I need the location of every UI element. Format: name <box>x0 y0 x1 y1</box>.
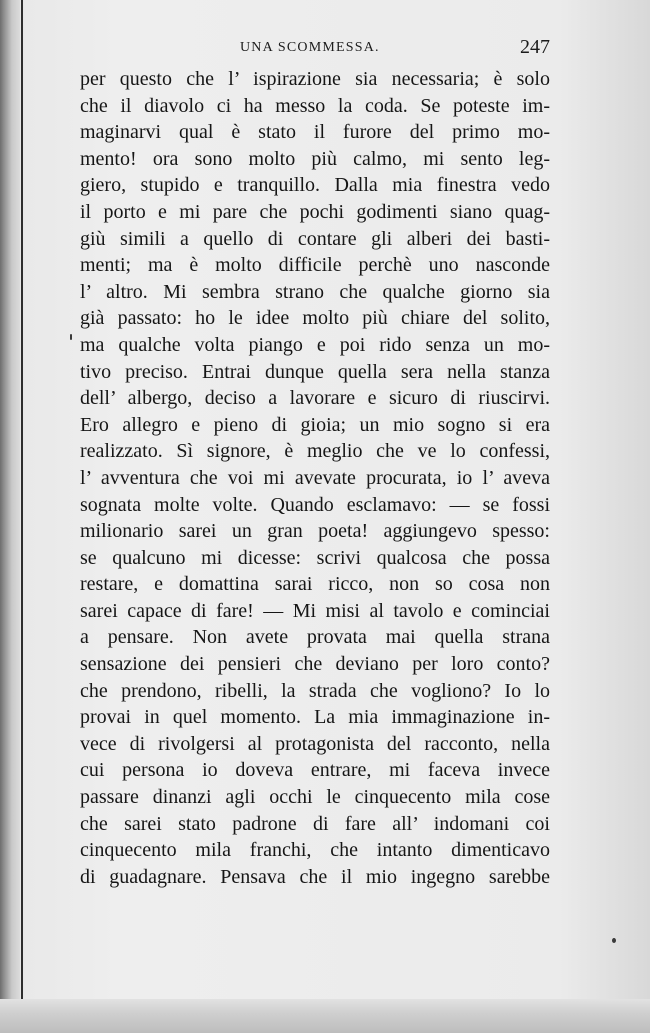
text-line: milionario sarei un gran poeta! aggiungevo spesso: <box>80 520 550 543</box>
text-line: vece di rivolgersi al protagonista del racconto, nella <box>80 732 550 755</box>
text-line: cui persona io doveva entrare, mi faceva invece <box>80 759 550 782</box>
text-line: passare dinanzi agli occhi le cinquecento mila cose <box>80 786 550 809</box>
running-title: UNA SCOMMESSA. <box>240 40 380 55</box>
text-line: giero, stupido e tranquillo. Dalla mia finestra vedo <box>80 174 550 197</box>
text-line: mento! ora sono molto più calmo, mi sento leg- <box>80 147 550 170</box>
text-line: dell’ albergo, deciso a lavorare e sicuro di riuscirvi. <box>80 387 550 410</box>
text-line: realizzato. Sì signore, è meglio che ve lo confessi, <box>80 440 550 463</box>
text-line: maginarvi qual è stato il furore del primo mo- <box>80 121 550 144</box>
text-line: Ero allegro e pieno di gioia; un mio sogno si era <box>80 413 550 436</box>
text-line: l’ altro. Mi sembra strano che qualche giorno sia <box>80 280 550 303</box>
text-line: cinquecento mila franchi, che intanto dimenticavo <box>80 839 550 862</box>
body-text <box>80 66 550 890</box>
text-line: che il diavolo ci ha messo la coda. Se poteste im- <box>80 94 550 117</box>
text-line: provai in quel momento. La mia immaginazione in- <box>80 706 550 729</box>
text-line: l’ avventura che voi mi avevate procurata, io l’ aveva <box>80 466 550 489</box>
page-gutter-line <box>21 0 23 1033</box>
text-line: ma qualche volta piango e poi rido senza un mo- <box>80 333 550 356</box>
text-line: restare, e domattina sarai ricco, non so cosa non <box>80 573 550 596</box>
text-line: il porto e mi pare che pochi godimenti siano quag- <box>80 200 550 223</box>
paper-speck <box>612 938 616 943</box>
running-head <box>80 36 550 60</box>
text-line: di guadagnare. Pensava che il mio ingegno sarebbe <box>80 865 550 888</box>
text-line: menti; ma è molto difficile perchè uno nasconde <box>80 254 550 277</box>
text-line: tivo preciso. Entrai dunque quella sera nella stanza <box>80 360 550 383</box>
page-number: 247 <box>520 36 550 58</box>
page-bottom-edge <box>0 999 650 1033</box>
text-line: che prendono, ribelli, la strada che vogliono? Io lo <box>80 679 550 702</box>
text-line: sognata molte volte. Quando esclamavo: — se fossi <box>80 493 550 516</box>
book-spine-shadow <box>0 0 20 1033</box>
text-line: se qualcuno mi dicesse: scrivi qualcosa che possa <box>80 546 550 569</box>
text-line: che sarei stato padrone di fare all’ indomani coi <box>80 812 550 835</box>
text-line: già passato: ho le idee molto più chiare del solito, <box>80 307 550 330</box>
paper-speck <box>70 334 72 340</box>
text-line: per questo che l’ ispirazione sia necessaria; è solo <box>80 68 550 90</box>
text-line: sarei capace di fare! — Mi misi al tavolo e cominciai <box>80 599 550 622</box>
text-line: a pensare. Non avete provata mai quella strana <box>80 626 550 649</box>
text-line: sensazione dei pensieri che deviano per loro conto? <box>80 653 550 676</box>
text-line: giù simili a quello di contare gli alberi dei basti- <box>80 227 550 250</box>
